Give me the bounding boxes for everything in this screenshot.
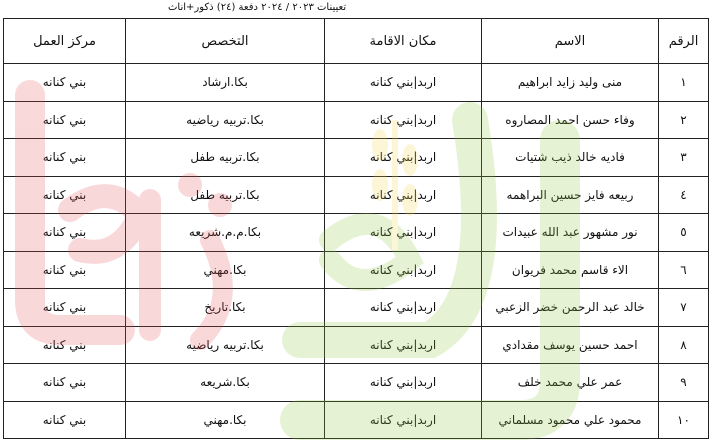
- row-name: فاديه خالد ذيب شتيات: [482, 139, 659, 177]
- row-work-center: بني كنانه: [4, 214, 126, 252]
- row-work-center: بني كنانه: [4, 289, 126, 327]
- table-row: [4, 289, 709, 327]
- row-residence: اربد|بني كنانه: [325, 64, 482, 102]
- row-number: ١: [659, 64, 709, 102]
- row-specialization: بكا.تربيه طفل: [126, 176, 325, 214]
- row-number: ٥: [659, 214, 709, 252]
- table-header-row: [4, 19, 709, 64]
- row-number: ٢: [659, 101, 709, 139]
- document-header: تعيينات ٢٠٢٣ / ٢٠٢٤ دفعة (٢٤) ذكور+اناث: [168, 2, 347, 13]
- row-specialization: بكا.مهني: [126, 401, 325, 439]
- row-name: الاء قاسم محمد فريوان: [482, 251, 659, 289]
- row-residence: اربد|بني كنانه: [325, 214, 482, 252]
- header-name: الاسم: [482, 19, 659, 64]
- row-specialization: بكا.تربيه رياضيه: [126, 326, 325, 364]
- header-number: الرقم: [659, 19, 709, 64]
- row-number: ٨: [659, 326, 709, 364]
- row-work-center: بني كنانه: [4, 64, 126, 102]
- row-residence: اربد|بني كنانه: [325, 176, 482, 214]
- row-specialization: بكا.ارشاد: [126, 64, 325, 102]
- table-row: [4, 64, 709, 102]
- row-specialization: بكا.تاريخ: [126, 289, 325, 327]
- header-specialization: التخصص: [126, 19, 325, 64]
- row-work-center: بني كنانه: [4, 139, 126, 177]
- appointments-table: [3, 18, 709, 439]
- row-name: ربيعه فايز حسين البراهمه: [482, 176, 659, 214]
- table-row: [4, 139, 709, 177]
- row-number: ٤: [659, 176, 709, 214]
- row-work-center: بني كنانه: [4, 364, 126, 402]
- row-name: احمد حسين يوسف مقدادي: [482, 326, 659, 364]
- row-name: منى وليد زايد ابراهيم: [482, 64, 659, 102]
- row-specialization: بكا.مهني: [126, 251, 325, 289]
- table-row: [4, 251, 709, 289]
- row-number: ٣: [659, 139, 709, 177]
- row-specialization: بكا.تربيه رياضيه: [126, 101, 325, 139]
- row-residence: اربد|بني كنانه: [325, 326, 482, 364]
- row-work-center: بني كنانه: [4, 101, 126, 139]
- header-residence: مكان الاقامة: [325, 19, 482, 64]
- table-row: [4, 364, 709, 402]
- table-row: [4, 176, 709, 214]
- table-row: [4, 214, 709, 252]
- row-name: وفاء حسن احمد المصاروه: [482, 101, 659, 139]
- row-number: ٩: [659, 364, 709, 402]
- row-name: محمود علي محمود مسلماني: [482, 401, 659, 439]
- header-work-center: مركز العمل: [4, 19, 126, 64]
- row-residence: اربد|بني كنانه: [325, 139, 482, 177]
- row-residence: اربد|بني كنانه: [325, 101, 482, 139]
- row-specialization: بكا.م.م.شريعه: [126, 214, 325, 252]
- row-residence: اربد|بني كنانه: [325, 289, 482, 327]
- row-name: نور مشهور عبد الله عبيدات: [482, 214, 659, 252]
- row-number: ١٠: [659, 401, 709, 439]
- row-work-center: بني كنانه: [4, 251, 126, 289]
- row-specialization: بكا.شريعه: [126, 364, 325, 402]
- row-residence: اربد|بني كنانه: [325, 364, 482, 402]
- row-work-center: بني كنانه: [4, 401, 126, 439]
- row-name: خالد عبد الرحمن خضر الزعبي: [482, 289, 659, 327]
- row-number: ٦: [659, 251, 709, 289]
- row-name: عمر علي محمد خلف: [482, 364, 659, 402]
- row-work-center: بني كنانه: [4, 176, 126, 214]
- row-residence: اربد|بني كنانه: [325, 401, 482, 439]
- row-residence: اربد|بني كنانه: [325, 251, 482, 289]
- table-row: [4, 401, 709, 439]
- table-body: [4, 64, 709, 439]
- table-row: [4, 101, 709, 139]
- row-number: ٧: [659, 289, 709, 327]
- row-specialization: بكا.تربيه طفل: [126, 139, 325, 177]
- row-work-center: بني كنانه: [4, 326, 126, 364]
- table-row: [4, 326, 709, 364]
